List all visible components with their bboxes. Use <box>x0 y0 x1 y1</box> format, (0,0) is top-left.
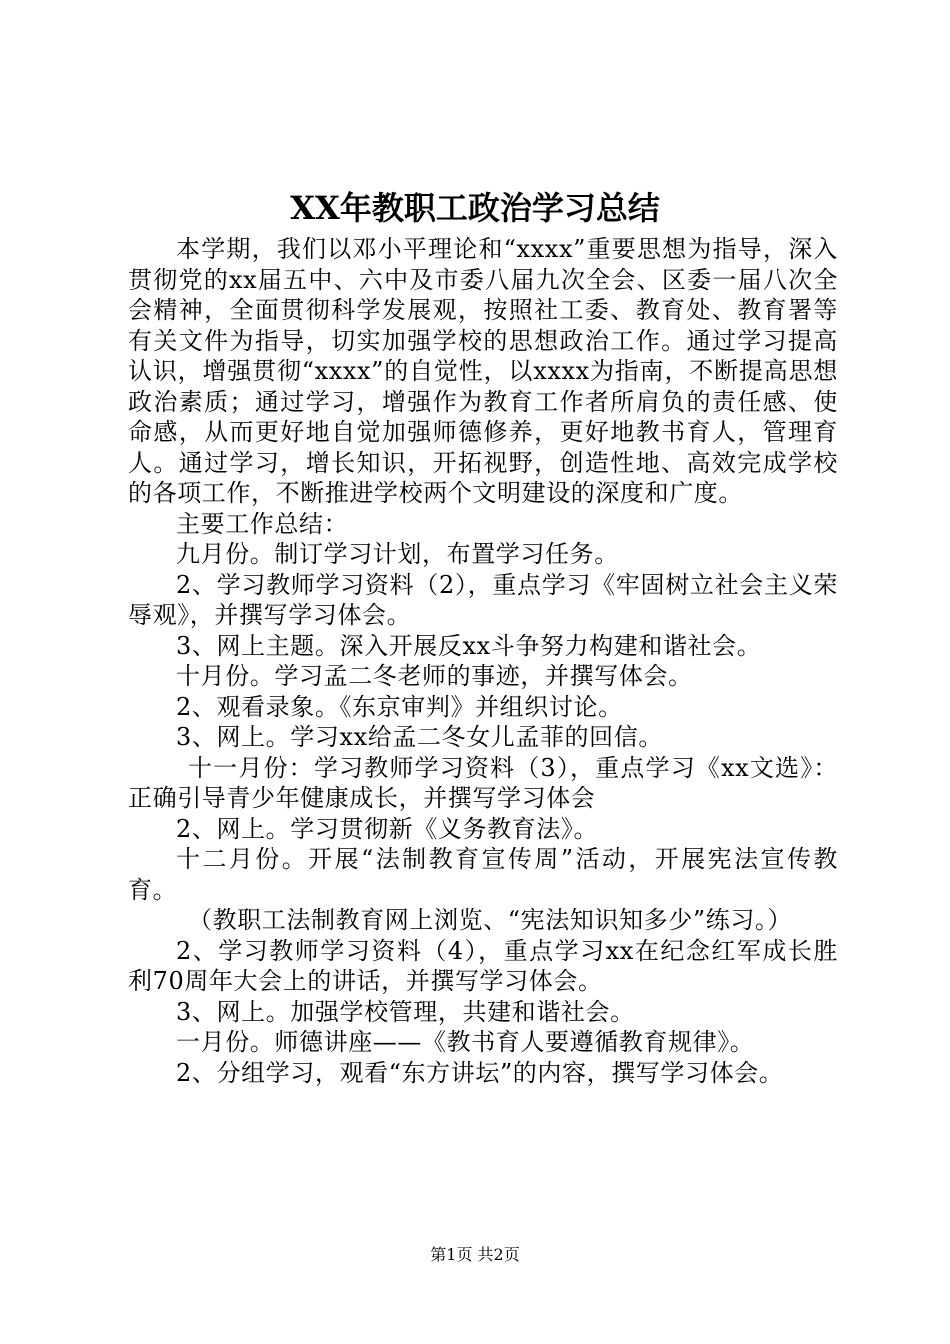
paragraph-january-item-2: 2、分组学习，观看“东方讲坛”的内容，撰写学习体会。 <box>176 1058 784 1087</box>
paragraph-november-item-2: 2、网上。学习贯彻新《义务教育法》。 <box>176 814 599 843</box>
paragraph-intro: 本学期，我们以邓小平理论和“xxxx”重要思想为指导，深入贯彻党的xx届五中、六中及市委八届九次全会、区委一届八次全会精神，全面贯彻科学发展观，按照社工委、教育处、教育署等有关文件为指导，切实加强学校的思想政治工作。通过学习提高认识，增强贯彻“xxxx”的自觉性，以xxxx为指南，不断提高思想政治素质；通过学习，增强作为教育工作者所肩负的责任感、使命感，从而更好地自觉加强师德修养，更好地教书育人，管理育人。通过学习，增长知识，开拓视野，创造性地、高效完成学校的各项工作，不断推进学校两个文明建设的深度和广度。 <box>128 235 838 507</box>
paragraph-summary-heading: 主要工作总结： <box>176 509 349 538</box>
paragraph-december-item-2: 2、学习教师学习资料（4），重点学习xx在纪念红军成长胜利70周年大会上的讲话，并撰写学习体会。 <box>128 936 838 995</box>
paragraph-september: 九月份。制订学习计划，布置学习任务。 <box>176 540 619 568</box>
paragraph-october-item-3: 3、网上。学习xx给孟二冬女儿孟菲的回信。 <box>176 723 663 751</box>
paragraph-december-note: （教职工法制教育网上浏览、“宪法知识知多少”练习。） <box>188 906 793 934</box>
paragraph-october: 十月份。学习孟二冬老师的事迹，并撰写体会。 <box>176 662 693 690</box>
paragraph-december-item-3: 3、网上。加强学校管理，共建和谐社会。 <box>176 997 635 1026</box>
document-title: XX年教职工政治学习总结 <box>290 189 660 227</box>
paragraph-october-item-2: 2、观看录象。《东京审判》并组织讨论。 <box>176 692 623 721</box>
paragraph-september-item-3: 3、网上主题。深入开展反xx斗争努力构建和谐社会。 <box>176 631 762 660</box>
paragraph-september-item-2: 2、学习教师学习资料（2），重点学习《牢固树立社会主义荣辱观》，并撰写学习体会。 <box>128 570 838 629</box>
paragraph-november: 十一月份：学习教师学习资料（3），重点学习《xx文选》：正确引导青少年健康成长，并撰写学习体会 <box>128 753 838 812</box>
document-body <box>128 234 838 1088</box>
page-number-footer: 第1页 共2页 <box>430 1245 520 1264</box>
paragraph-december: 十二月份。开展“法制教育宣传周”活动，开展宪法宣传教育。 <box>128 845 838 904</box>
paragraph-january: 一月份。师德讲座——《教书育人要遵循教育规律》。 <box>176 1028 755 1056</box>
